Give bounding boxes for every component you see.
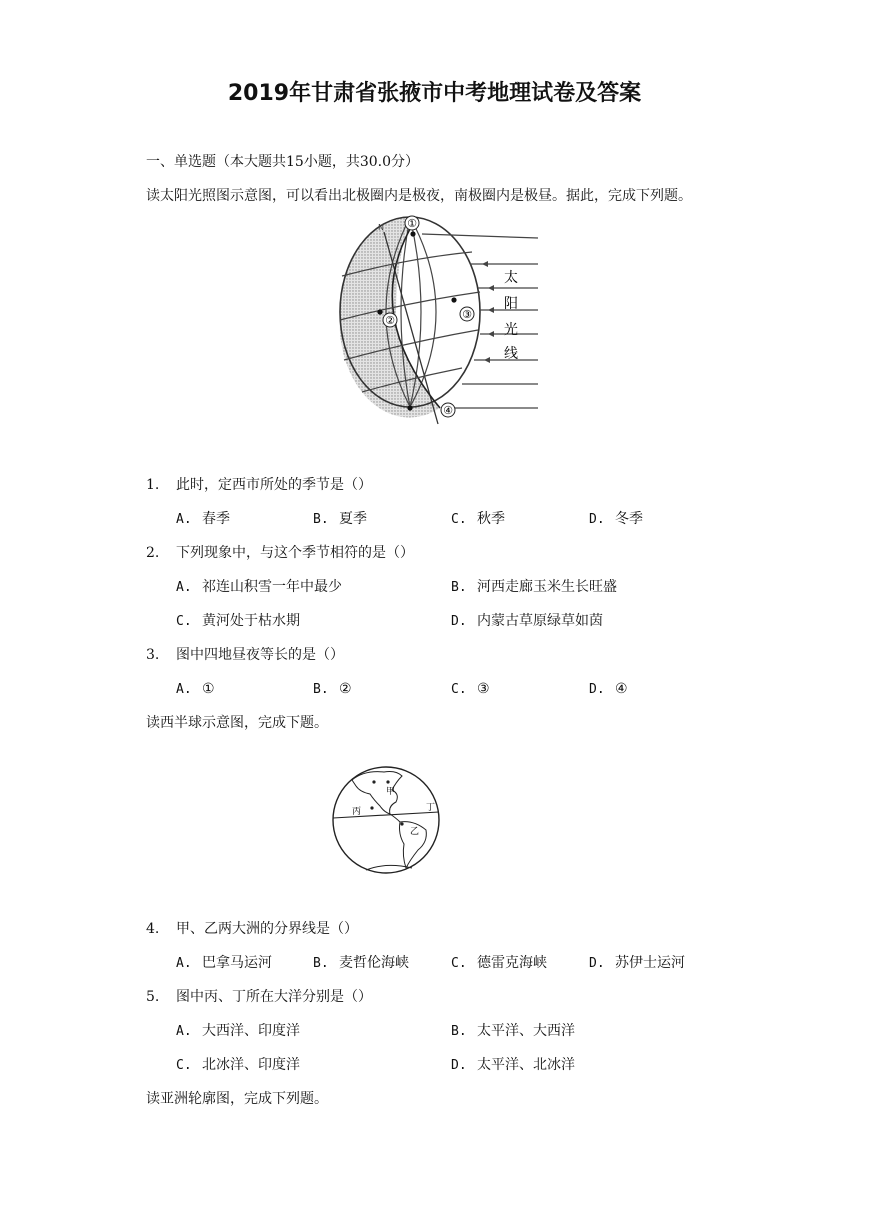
question-5: 5. 图中丙、丁所在大洋分别是（） — [146, 989, 372, 1005]
label-ding: 丁 — [426, 803, 436, 813]
label-bing: 丙 — [352, 807, 362, 817]
question-1: 1. 此时，定西市所处的季节是（） — [146, 477, 372, 493]
section-heading: 一、单选题（本大题共15小题，共30.0分） — [146, 154, 419, 170]
intro-asia-outline: 读亚洲轮廓图，完成下列题。 — [146, 1091, 328, 1107]
q2-option-b[interactable]: B. 河西走廊玉米生长旺盛 — [451, 579, 617, 595]
western-hemisphere-map — [330, 764, 442, 876]
intro-sunlight: 读太阳光照图示意图，可以看出北极圈内是极夜，南极圈内是极昼。据此，完成下列题。 — [146, 188, 692, 204]
sun-label-1: 太 — [504, 270, 518, 286]
marker-3: ③ — [462, 308, 472, 321]
question-3: 3. 图中四地昼夜等长的是（） — [146, 647, 344, 663]
sun-label-3: 光 — [504, 322, 518, 338]
q5-option-a[interactable]: A. 大西洋、印度洋 — [176, 1023, 300, 1039]
page-title: 2019年甘肃省张掖市中考地理试卷及答案 — [227, 81, 642, 106]
q1-option-c[interactable]: C. 秋季 — [451, 511, 505, 527]
question-4: 4. 甲、乙两大洲的分界线是（） — [146, 921, 358, 937]
q4-option-b[interactable]: B. 麦哲伦海峡 — [313, 955, 409, 971]
intro-western-hemisphere: 读西半球示意图，完成下题。 — [146, 715, 328, 731]
axis-label: N — [378, 223, 384, 232]
q5-option-b[interactable]: B. 太平洋、大西洋 — [451, 1023, 575, 1039]
q3-option-c[interactable]: C. ③ — [451, 681, 490, 697]
sun-label-4: 线 — [504, 346, 518, 362]
q2-option-a[interactable]: A. 祁连山积雪一年中最少 — [176, 579, 342, 595]
q5-option-c[interactable]: C. 北冰洋、印度洋 — [176, 1057, 300, 1073]
q2-option-d[interactable]: D. 内蒙古草原绿草如茵 — [451, 613, 603, 629]
q1-option-b[interactable]: B. 夏季 — [313, 511, 367, 527]
q4-option-c[interactable]: C. 德雷克海峡 — [451, 955, 547, 971]
label-yi: 乙 — [410, 827, 420, 837]
q5-option-d[interactable]: D. 太平洋、北冰洋 — [451, 1057, 575, 1073]
marker-2: ② — [385, 314, 395, 327]
q1-option-d[interactable]: D. 冬季 — [589, 511, 643, 527]
q4-option-d[interactable]: D. 苏伊士运河 — [589, 955, 685, 971]
sunlight-diagram — [322, 212, 546, 430]
q1-option-a[interactable]: A. 春季 — [176, 511, 230, 527]
q3-option-d[interactable]: D. ④ — [589, 681, 628, 697]
q3-option-a[interactable]: A. ① — [176, 681, 215, 697]
q2-option-c[interactable]: C. 黄河处于枯水期 — [176, 613, 300, 629]
sun-label-2: 阳 — [504, 296, 518, 312]
q4-option-a[interactable]: A. 巴拿马运河 — [176, 955, 272, 971]
label-jia: 甲 — [386, 787, 396, 797]
marker-4: ④ — [443, 404, 453, 417]
question-2: 2. 下列现象中，与这个季节相符的是（） — [146, 545, 414, 561]
marker-1: ① — [407, 217, 417, 230]
q3-option-b[interactable]: B. ② — [313, 681, 352, 697]
